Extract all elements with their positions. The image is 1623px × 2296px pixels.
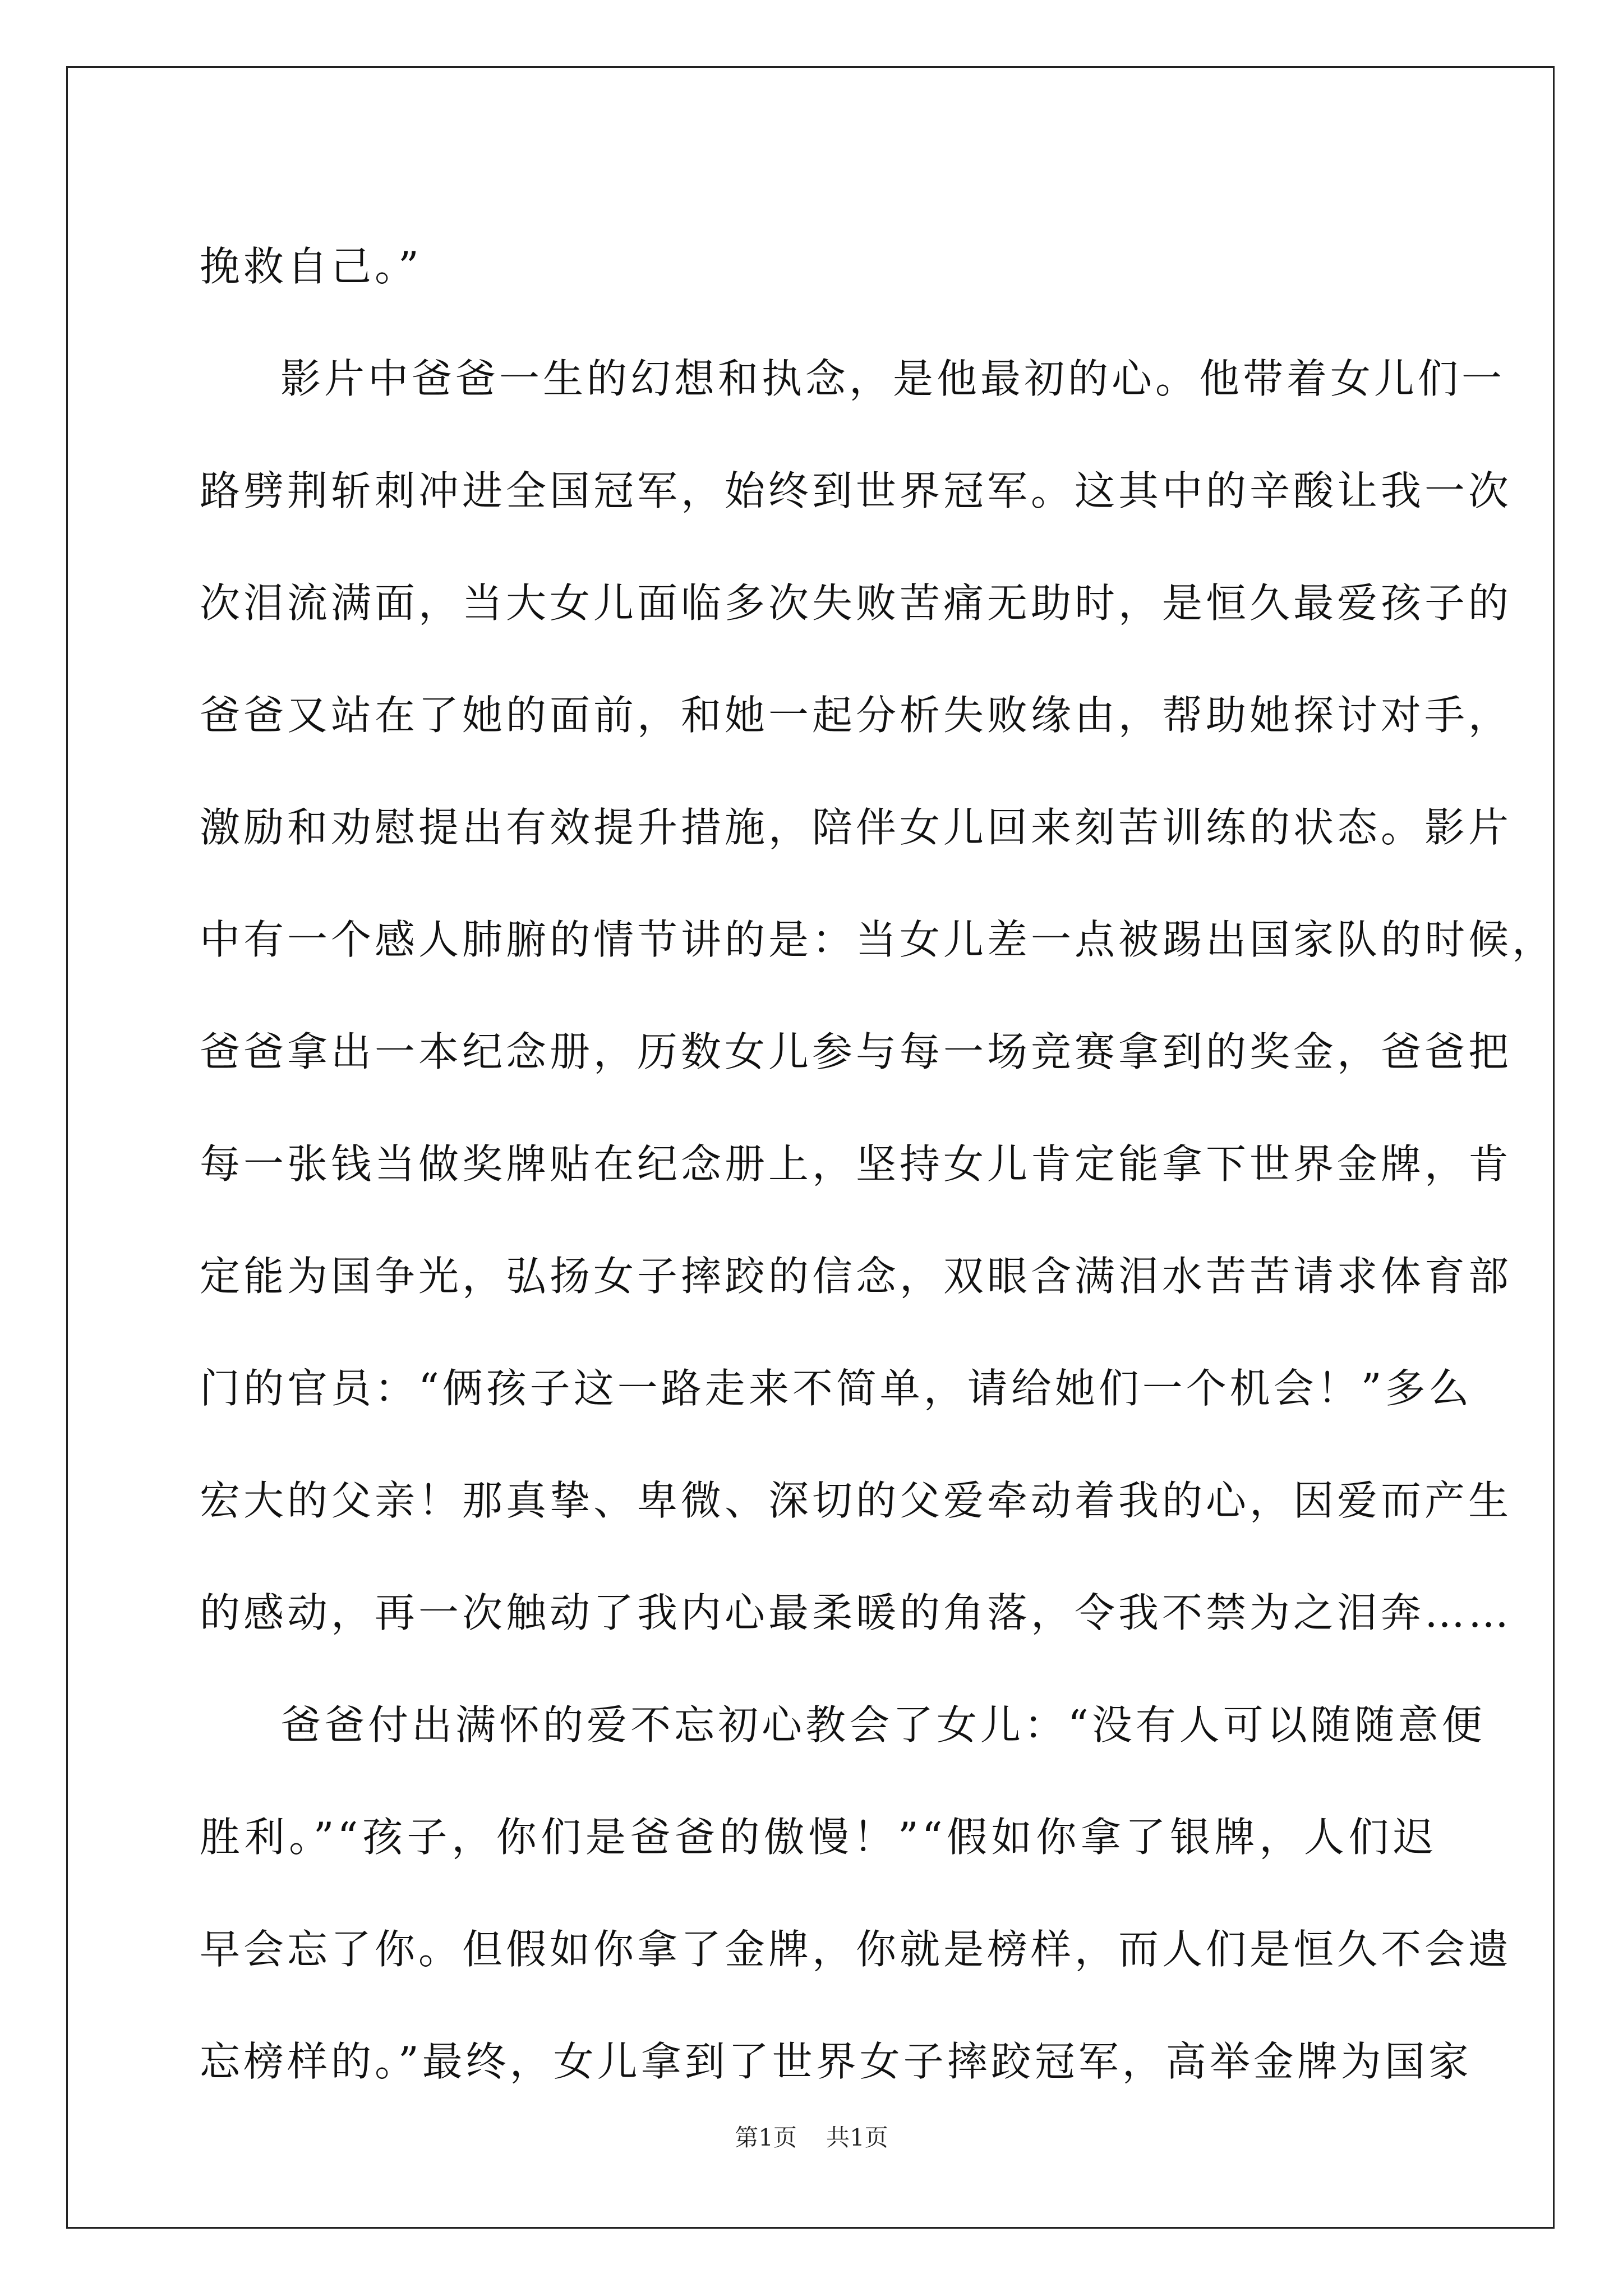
text-line: 定能为国争光，弘扬女子摔跤的信念，双眼含满泪水苦苦请求体育部 <box>200 1253 1513 1300</box>
text-line: 爸爸拿出一本纪念册，历数女儿参与每一场竞赛拿到的奖金，爸爸把 <box>200 1028 1513 1075</box>
text-line: 忘榜样的。”最终，女儿拿到了世界女子摔跤冠军，高举金牌为国家 <box>200 2038 1472 2085</box>
text-line: 挽救自己。” <box>200 243 422 290</box>
text-line: 爸爸付出满怀的爱不忘初心教会了女儿：“没有人可以随随意便 <box>280 1701 1486 1749</box>
text-line: 激励和劝慰提出有效提升措施，陪伴女儿回来刻苦训练的状态。影片 <box>200 804 1513 851</box>
page-total: 共1页 <box>826 2124 888 2151</box>
text-line: 每一张钱当做奖牌贴在纪念册上，坚持女儿肯定能拿下世界金牌，肯 <box>200 1140 1513 1188</box>
text-line: 路劈荆斩刺冲进全国冠军，始终到世界冠军。这其中的辛酸让我一次 <box>200 467 1513 514</box>
text-line: 中有一个感人肺腑的情节讲的是：当女儿差一点被踢出国家队的时候， <box>200 916 1556 963</box>
text-line: 次泪流满面，当大女儿面临多次失败苦痛无助时，是恒久最爱孩子的 <box>200 579 1513 627</box>
text-line: 影片中爸爸一生的幻想和执念，是他最初的心。他带着女儿们一 <box>280 355 1506 402</box>
page-footer <box>0 2119 1623 2153</box>
text-line: 的感动，再一次触动了我内心最柔暖的角落，令我不禁为之泪奔…… <box>200 1589 1513 1636</box>
text-line: 宏大的父亲！那真挚、卑微、深切的父爱牵动着我的心，因爱而产生 <box>200 1477 1513 1524</box>
document-body <box>200 210 1556 2118</box>
text-line: 胜利。”“孩子，你们是爸爸的傲慢！”“假如你拿了银牌，人们迟 <box>200 1814 1437 1861</box>
text-line: 早会忘了你。但假如你拿了金牌，你就是榜样，而人们是恒久不会遗 <box>200 1926 1513 1973</box>
page-number: 第1页 <box>735 2124 797 2151</box>
text-line: 爸爸又站在了她的面前，和她一起分析失败缘由，帮助她探讨对手， <box>200 692 1513 739</box>
text-line: 门的官员：“俩孩子这一路走来不简单，请给她们一个机会！”多么 <box>200 1365 1473 1412</box>
